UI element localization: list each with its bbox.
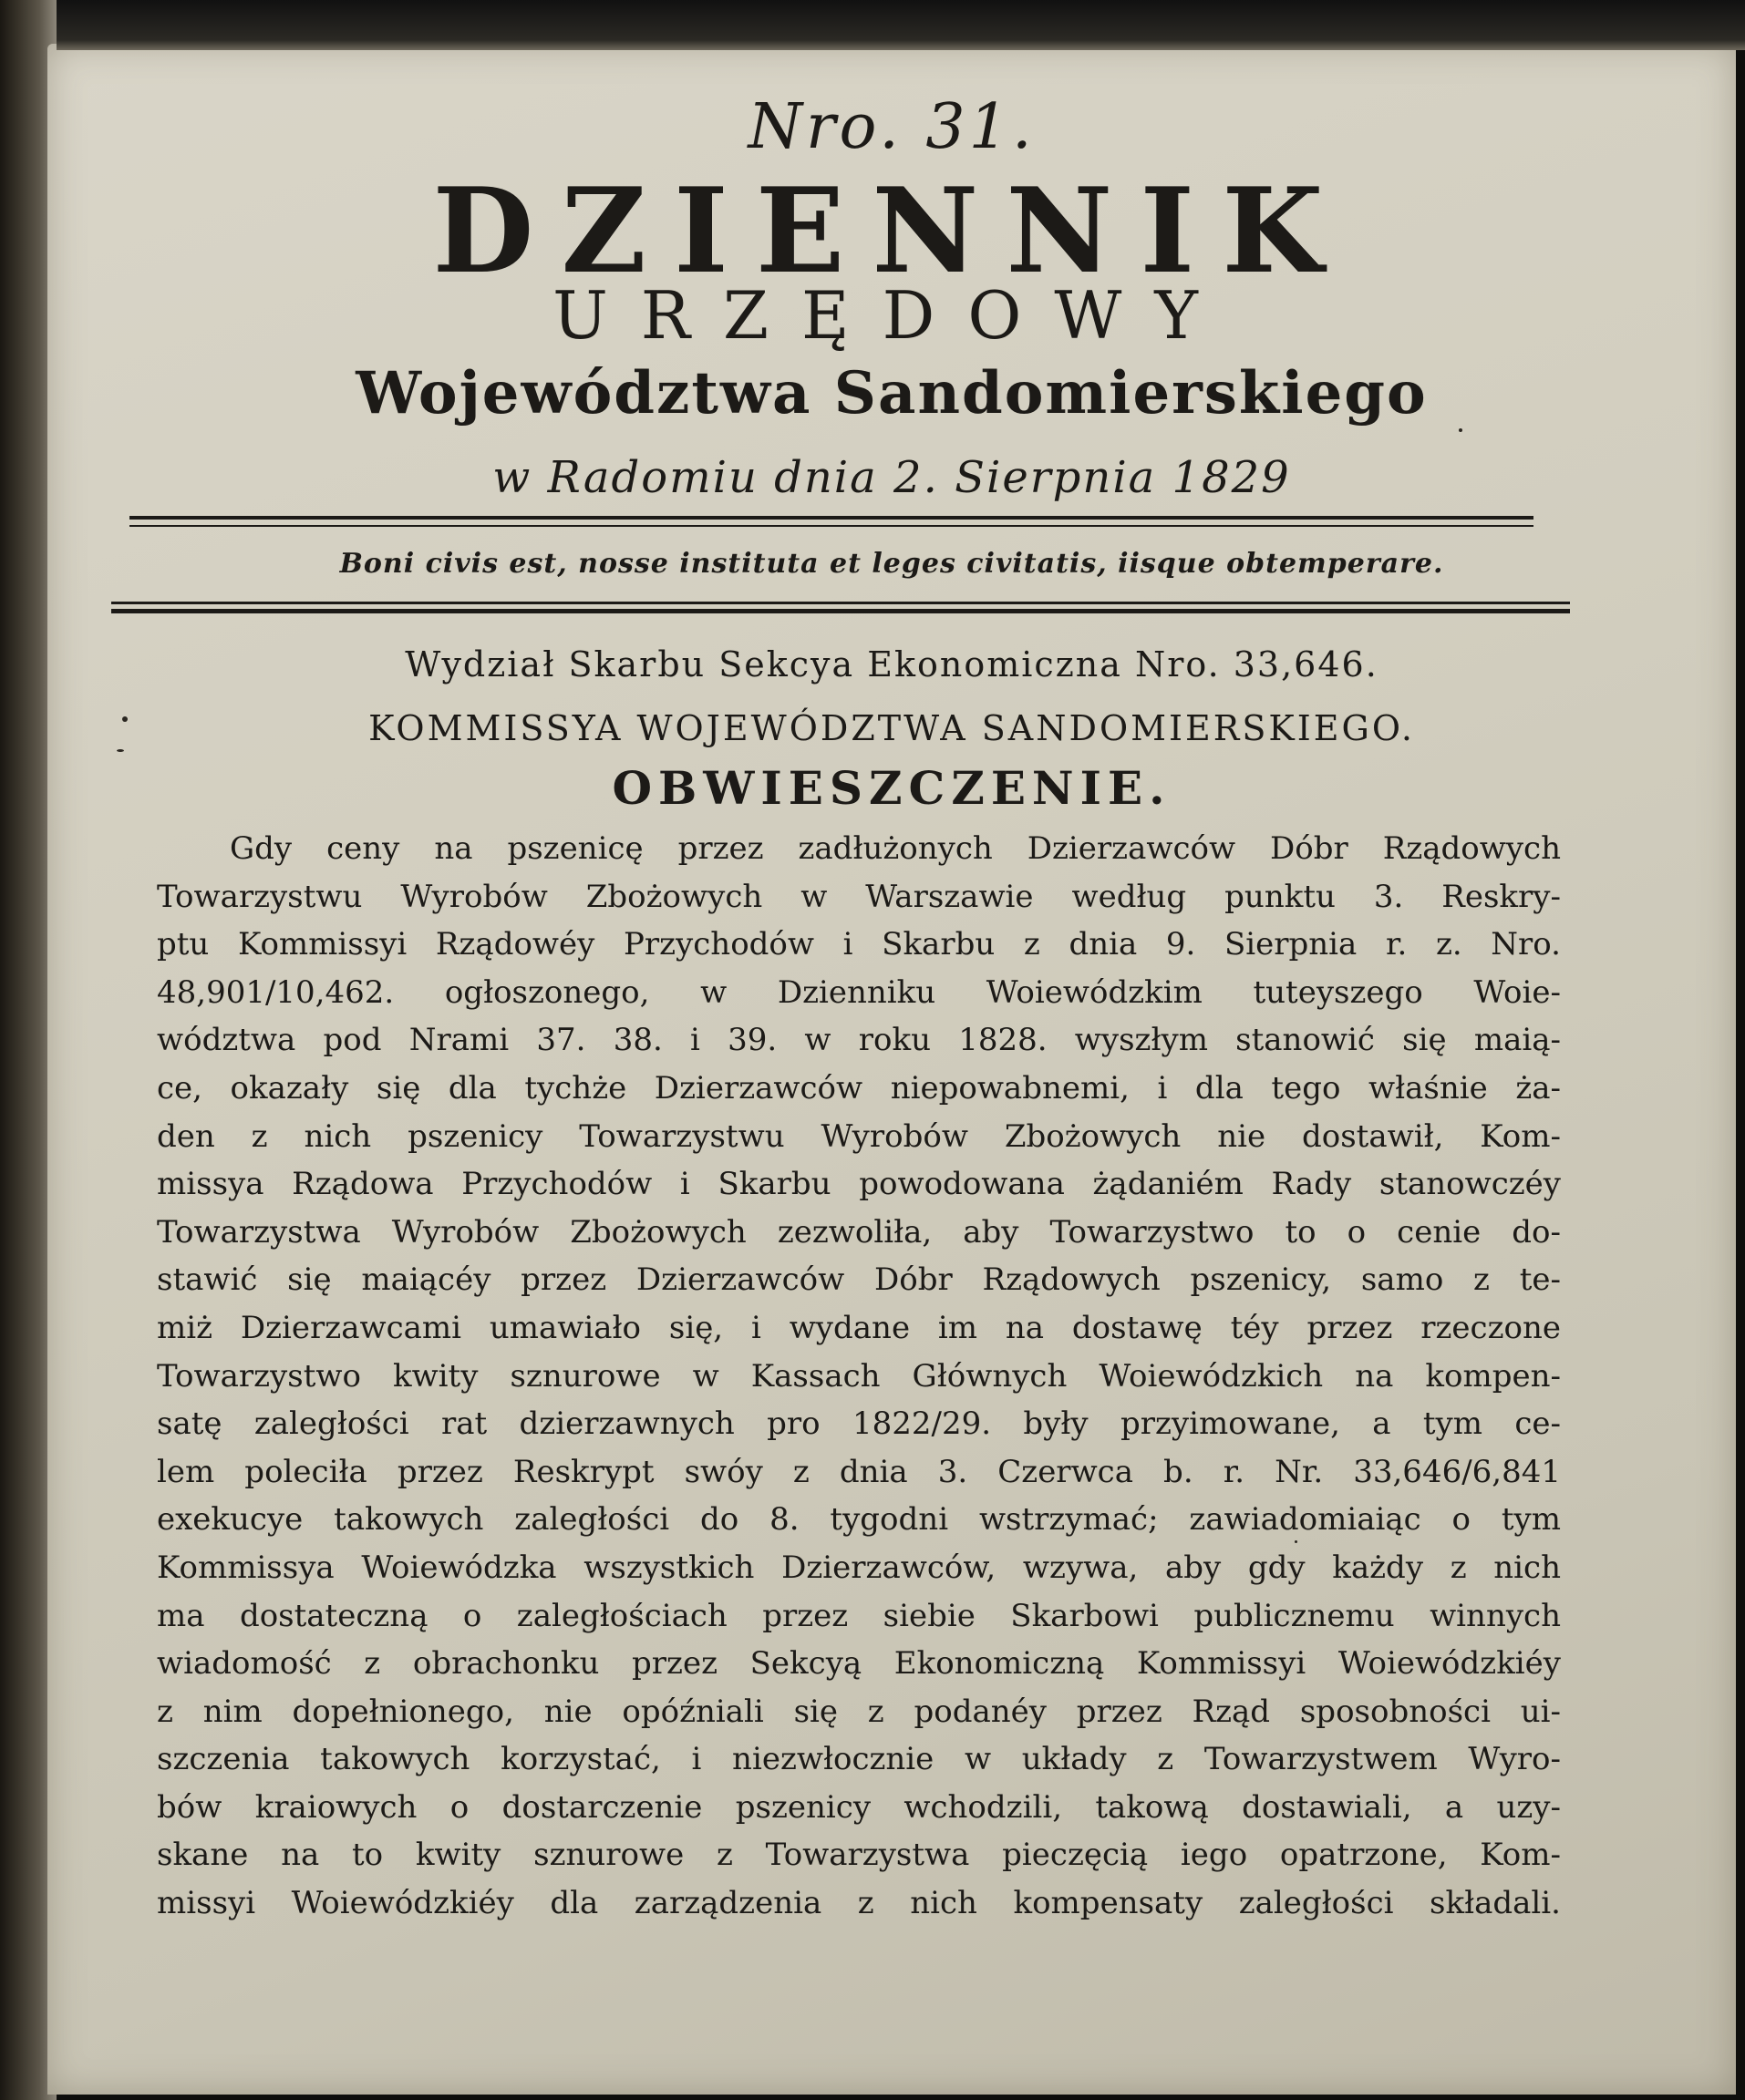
body-line: stawić się maiącéy przez Dzierzawców Dóbr Rządowych pszenicy, samo z te- (157, 1261, 1561, 1299)
announcement-heading: OBWIESZCZENIE. (612, 761, 1172, 815)
announcement-body (157, 825, 1561, 1928)
bottom-rule (111, 602, 1570, 604)
body-line: skane na to kwity sznurowe z Towarzystwa pieczęcią iego opatrzone, Kom- (157, 1837, 1561, 1874)
body-line: Gdy ceny na pszenicę przez zadłużonych Dzierzawców Dóbr Rządowych (230, 830, 1561, 867)
body-line: ma dostateczną o zaległościach przez siebie Skarbowi publicznemu winnych (157, 1597, 1561, 1634)
body-line: lem poleciła przez Reskrypt swóy z dnia 3. Czerwca b. r. Nr. 33,646/6,841 (157, 1453, 1561, 1490)
newspaper-subtitle: URZĘDOWY (552, 277, 1231, 354)
motto: Boni civis est, nosse instituta et leges civitatis, iisque obtemperare. (339, 548, 1444, 580)
body-line: Towarzystwu Wyrobów Zbożowych w Warszawie według punktu 3. Reskry- (157, 878, 1561, 915)
top-rule (129, 516, 1533, 520)
commission-heading: KOMMISSYA WOJEWÓDZTWA SANDOMIERSKIEGO. (368, 708, 1415, 748)
paper-speck (122, 716, 128, 722)
issue-number: Nro. 31. (748, 91, 1036, 163)
dateline: w Radomiu dnia 2. Sierpnia 1829 (492, 452, 1291, 503)
bottom-rule-thick (111, 609, 1570, 613)
body-line: missyi Woiewódzkiéy dla zarządzenia z nich kompensaty zaległości składali. (157, 1885, 1561, 1922)
body-line: missya Rządowa Przychodów i Skarbu powodowana żądaniém Rady stanowczéy (157, 1166, 1561, 1203)
body-line: ptu Kommissyi Rządowéy Przychodów i Skarbu z dnia 9. Sierpnia r. z. Nro. (157, 926, 1561, 963)
paper-speck (1295, 1540, 1297, 1543)
body-line: miż Dzierzawcami umawiało się, i wydane im na dostawę téy przez rzeczone (157, 1309, 1561, 1346)
region-title: Województwa Sandomierskiego (356, 359, 1428, 427)
body-line: bów kraiowych o dostarczenie pszenicy wchodzili, takową dostawiali, a uzy- (157, 1788, 1561, 1826)
paper-speck (117, 749, 124, 752)
body-line: Towarzystwo kwity sznurowe w Kassach Głównych Woiewódzkich na kompen- (157, 1357, 1561, 1395)
body-line: 48,901/10,462. ogłoszonego, w Dzienniku Woiewódzkim tuteyszego Woie- (157, 973, 1561, 1011)
paper-speck (1459, 428, 1462, 432)
body-line: Kommissya Woiewódzka wszystkich Dzierzawców, wzywa, aby gdy każdy z nich (157, 1549, 1561, 1586)
body-line: wództwa pod Nrami 37. 38. i 39. w roku 1828. wyszłym stanowić się maią- (157, 1022, 1561, 1059)
body-line: den z nich pszenicy Towarzystwu Wyrobów Zbożowych nie dostawił, Kom- (157, 1117, 1561, 1155)
body-line: z nim dopełnionego, nie opóźniali się z podanéy przez Rząd sposobności ui- (157, 1693, 1561, 1730)
page-top-shadow (57, 0, 1745, 50)
top-rule-thin (129, 525, 1533, 527)
body-line: ce, okazały się dla tychże Dzierzawców niepowabnemi, i dla tego właśnie ża- (157, 1069, 1561, 1107)
newspaper-title: DZIENNIK (432, 163, 1351, 300)
body-line: wiadomość z obrachonku przez Sekcyą Ekonomiczną Kommissyi Woiewódzkiéy (157, 1645, 1561, 1683)
body-line: szczenia takowych korzystać, i niezwłocznie w układy z Towarzystwem Wyro- (157, 1741, 1561, 1778)
body-line: Towarzystwa Wyrobów Zbożowych zezwoliła, aby Towarzystwo to o cenie do- (157, 1213, 1561, 1251)
body-line: exekucye takowych zaległości do 8. tygodni wstrzymać; zawiadomiaiąc o tym (157, 1501, 1561, 1539)
body-line: satę zaległości rat dzierzawnych pro 1822/29. były przyimowane, a tym ce- (157, 1405, 1561, 1443)
department-heading: Wydział Skarbu Sekcya Ekonomiczna Nro. 33,646. (405, 644, 1378, 685)
